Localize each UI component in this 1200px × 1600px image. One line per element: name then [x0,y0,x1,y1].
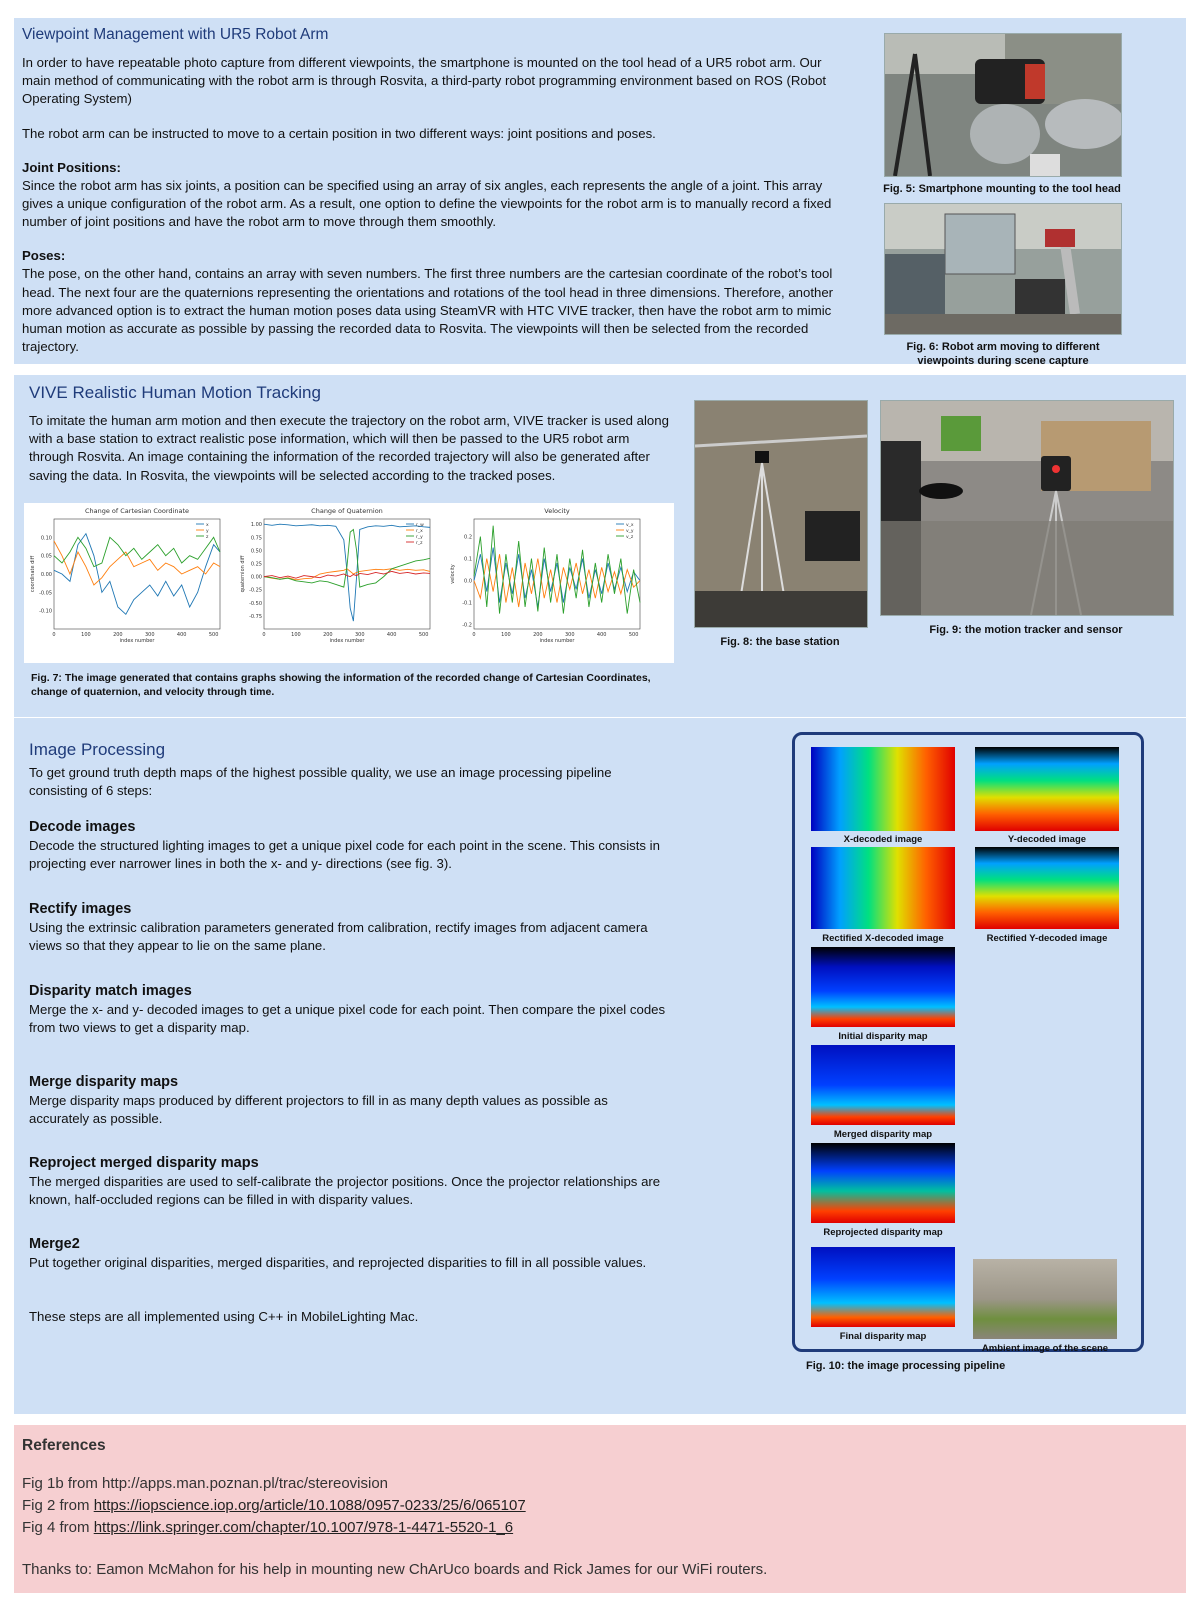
y-tick-label: -0.1 [462,600,472,607]
y-tick-label: 0.00 [40,572,52,578]
chart-title: Change of Cartesian Coordinate [84,507,190,515]
trajectory-chart-image [24,503,674,663]
x-tick-label: 100 [81,632,91,638]
y-tick-label: -0.50 [249,600,262,607]
section-title: Image Processing [29,740,166,759]
rectified-y-image [975,847,1119,929]
y-axis-label: coordinate diff [30,555,36,593]
step-block: Merge disparity maps Merge disparity maps produced by different projectors to fill in as many depth values as possible as accurately as possible. [29,1074,608,1127]
thanks-text: Thanks to: Eamon McMahon for his help in mounting new ChArUco boards and Rick James for our WiFi routers. [22,1561,768,1578]
references-panel [14,1425,1186,1593]
step-block: Rectify images Using the extrinsic calibration parameters generated from calibration, rectify images from adjacent camera views so that they appear to lie on the same plane. [29,901,648,954]
y-tick-label: -0.05 [39,590,52,597]
x-tick-label: 300 [144,632,155,638]
x-tick-label: 0 [262,632,266,638]
y-tick-label: -0.75 [249,613,262,620]
legend-label: v_y [626,529,634,534]
x-tick-label: 200 [533,632,543,638]
step-block: Decode images Decode the structured lighting images to get a unique pixel code for each point in the scene. This consists in projecting ever narrower lines in both the x- and y- directions (see fig. 3). [29,819,660,872]
series-line-x [54,534,220,615]
y-tick-label: -0.2 [462,622,472,629]
legend-label: z [206,535,209,540]
x-tick-label: 300 [564,632,575,638]
section-title: VIVE Realistic Human Motion Tracking [29,383,321,402]
y-tick-label: -0.10 [39,608,52,615]
y-axis-label: velocity [450,564,456,584]
legend-label: y [206,529,209,534]
legend-label: v_z [626,535,634,540]
y-decoded-label: Y-decoded image [1007,834,1087,845]
merged-disparity-image [811,1045,955,1125]
chart-title: Change of Quaternion [311,507,383,515]
series-line-z [54,537,220,566]
y-tick-label: 0.25 [250,561,262,568]
pipeline-figure [792,732,1144,1352]
fig7-caption: Fig. 7: The image generated that contains graphs showing the information of the recorded change of Cartesian Coordinates, change of quaternion, and velocity through time. [31,672,651,698]
section-text: In order to have repeatable photo capture from different viewpoints, the smartphone is mounted on the tool head of a UR5 robot arm. Our main method of communicating with the robot arm is through Rosvita, a third-party robot programming environment based on ROS (Robot Operating System) The robot arm can be instructed to move to a certain position in two different ways: joint positions and poses. Joint Positions: Since the robot arm has six joints, a position can be specified using an array of six angles, each represents the angle of a joint. This array gives a unique configuration of the robot arm. As a result, one option to define the viewpoints for the robot arm is to manually record a fixed number of joint positions and have the robot arm to move through them smoothly. Poses: The pose, on the other hand, contains an array with seven numbers. The first three numbers are the cartesian coordinate of the robot’s tool head. The next four are the quaternions representing the orientations and rotations of the tool head in three dimensions. Therefore, another more advanced option is to extract the human motion poses data using SteamVR with HTC VIVE tracker, then have the robot arm to mimic human motion as accurate as possible by passing the recorded data to Rosvita. The viewpoints will then be selected from the recorded trajectory. [22,55,834,355]
legend-label: r_w [416,523,424,528]
final-disparity-label: Final disparity map [839,1331,927,1342]
legend-label: r_y [416,535,423,540]
y-tick-label: 0.00 [250,574,262,581]
x-tick-label: 0 [472,632,476,638]
legend-label: x [206,523,209,528]
x-tick-label: 500 [208,632,219,638]
step-block: Merge2 Put together original disparities, merged disparities, and reprojected disparities to fill in all possible values. [29,1236,647,1270]
motion-tracker-photo [880,400,1174,616]
y-tick-label: 1.00 [250,522,262,529]
reference-link[interactable]: http://apps.man.poznan.pl/trac/stereovision [102,1475,389,1492]
x-tick-label: 200 [113,632,123,638]
x-tick-label: 100 [501,632,511,638]
legend-label: r_z [416,541,423,546]
rectified-x-image [811,847,955,929]
step-block: Reproject merged disparity maps The merged disparities are used to self-calibrate the projector positions. Once the projector relationships are known, half-occluded regions can be filled in with disparity values. [29,1155,661,1208]
x-tick-label: 500 [628,632,639,638]
y-tick-label: 0.2 [464,534,472,541]
y-tick-label: 0.05 [40,553,52,560]
image-processing-panel [14,718,1186,1414]
x-tick-label: 200 [323,632,333,638]
x-tick-label: 400 [176,632,187,638]
reprojected-disparity-image [811,1143,955,1223]
x-tick-label: 400 [596,632,607,638]
smartphone-mount-photo [884,33,1122,177]
robot-arm-photo [884,203,1122,335]
x-decoded-image [811,747,955,831]
ambient-scene-image [973,1259,1117,1339]
ambient-scene-label: Ambient image of the scene [981,1343,1109,1354]
x-axis-label: index number [329,638,365,644]
references-title: References [22,1437,106,1454]
reference-link[interactable]: https://link.springer.com/chapter/10.1007/978-1-4471-5520-1_6 [93,1519,514,1536]
reprojected-disparity-label: Reprojected disparity map [823,1227,943,1238]
x-axis-label: index number [539,638,575,644]
final-disparity-image [811,1247,955,1327]
rectified-x-label: Rectified X-decoded image [822,933,944,944]
y-axis-label: quaternion diff [240,555,246,593]
series-line-r_y [264,529,430,587]
reference-item: Fig 4 from https://link.springer.com/chapter/10.1007/978-1-4471-5520-1_6 [22,1519,514,1536]
photo-illustration [881,401,1173,615]
fig10-caption: Fig. 10: the image processing pipeline [806,1360,1006,1372]
rectified-y-label: Rectified Y-decoded image [986,933,1108,944]
viewpoint-panel [14,18,1186,367]
y-tick-label: 0.1 [464,556,472,563]
x-tick-label: 300 [354,632,365,638]
legend-label: v_x [626,523,634,528]
chart-title: Velocity [544,507,570,515]
x-decoded-label: X-decoded image [843,834,923,845]
y-tick-label: 0.75 [250,535,262,542]
fig9-caption: Fig. 9: the motion tracker and sensor [929,624,1123,636]
y-tick-label: 0.0 [464,578,472,585]
merged-disparity-label: Merged disparity map [833,1129,933,1140]
legend-label: r_x [416,529,423,534]
x-tick-label: 100 [291,632,301,638]
y-tick-label: -0.25 [249,587,262,594]
section-text: To get ground truth depth maps of the highest possible quality, we use an image processing pipeline consisting of 6 steps: Decode images Decode the structured lighting images to get a unique pixel code for each point in the scene. This consists in projecting ever narrower lines in both the x- and y- directions (see fig. 3). Rectify images Using the extrinsic calibration parameters generated from calibration, rectify images from adjacent camera views so that they appear to lie on the same plane. Disparity match images Merge the x- and y- decoded images to get a unique pixel code for each point. Then compare the pixel codes from two views to get a disparity map. Merge disparity maps Merge disparity maps produced by different projectors to fill in as many depth values as possible as accurately as possible. Reproject merged disparity maps The merged disparities are used to self-calibrate the projector positions. Once the projector relationships are known, half-occluded regions can be filled in with disparity values. Merge2 Put together original disparities, merged disparities, and reprojected disparities to fill in all possible values. These steps are all implemented using C++ in MobileLighting Mac. [29,764,669,800]
series-line-y [54,541,220,585]
fig6-caption: Fig. 6: Robot arm moving to different viewpoints during scene capture [906,341,1100,367]
x-tick-label: 400 [386,632,397,638]
y-tick-label: 0.10 [40,535,52,542]
step-block: Disparity match images Merge the x- and y- decoded images to get a unique pixel code for each point. Then compare the pixel codes from two views to get a disparity map. [29,983,666,1036]
section-title: Viewpoint Management with UR5 Robot Arm [22,26,329,43]
base-station-photo [694,400,868,628]
reference-item: Fig 1b from http://apps.man.poznan.pl/trac/stereovision [22,1475,389,1492]
reference-item: Fig 2 from https://iopscience.iop.org/article/10.1088/0957-0233/25/6/065107 [22,1497,526,1514]
y-decoded-image [975,747,1119,831]
photo-illustration [885,204,1121,334]
fig8-caption: Fig. 8: the base station [720,636,840,648]
x-axis-label: index number [119,638,155,644]
x-tick-label: 0 [52,632,56,638]
reference-list [22,1473,767,1581]
initial-disparity-label: Initial disparity map [838,1031,928,1042]
vive-panel [14,375,1186,717]
x-tick-label: 500 [418,632,429,638]
section-text: To imitate the human arm motion and then execute the trajectory on the robot arm, VIVE tracker is used along with a base station to extract realistic pose information, which will then be passed to the UR5 robot arm through Rosvita. An image containing the information of the recorded trajectory will also be generated after saving the data. In Rosvita, the viewpoints will be selected according to the tracked poses. [29,413,669,483]
chart-frame [54,519,220,629]
photo-illustration [695,401,867,627]
trajectory-charts [24,503,674,663]
y-tick-label: 0.50 [250,548,262,555]
initial-disparity-image [811,947,955,1027]
fig5-caption: Fig. 5: Smartphone mounting to the tool head [883,183,1121,195]
photo-illustration [885,34,1121,176]
reference-link[interactable]: https://iopscience.iop.org/article/10.1088/0957-0233/25/6/065107 [93,1497,526,1514]
